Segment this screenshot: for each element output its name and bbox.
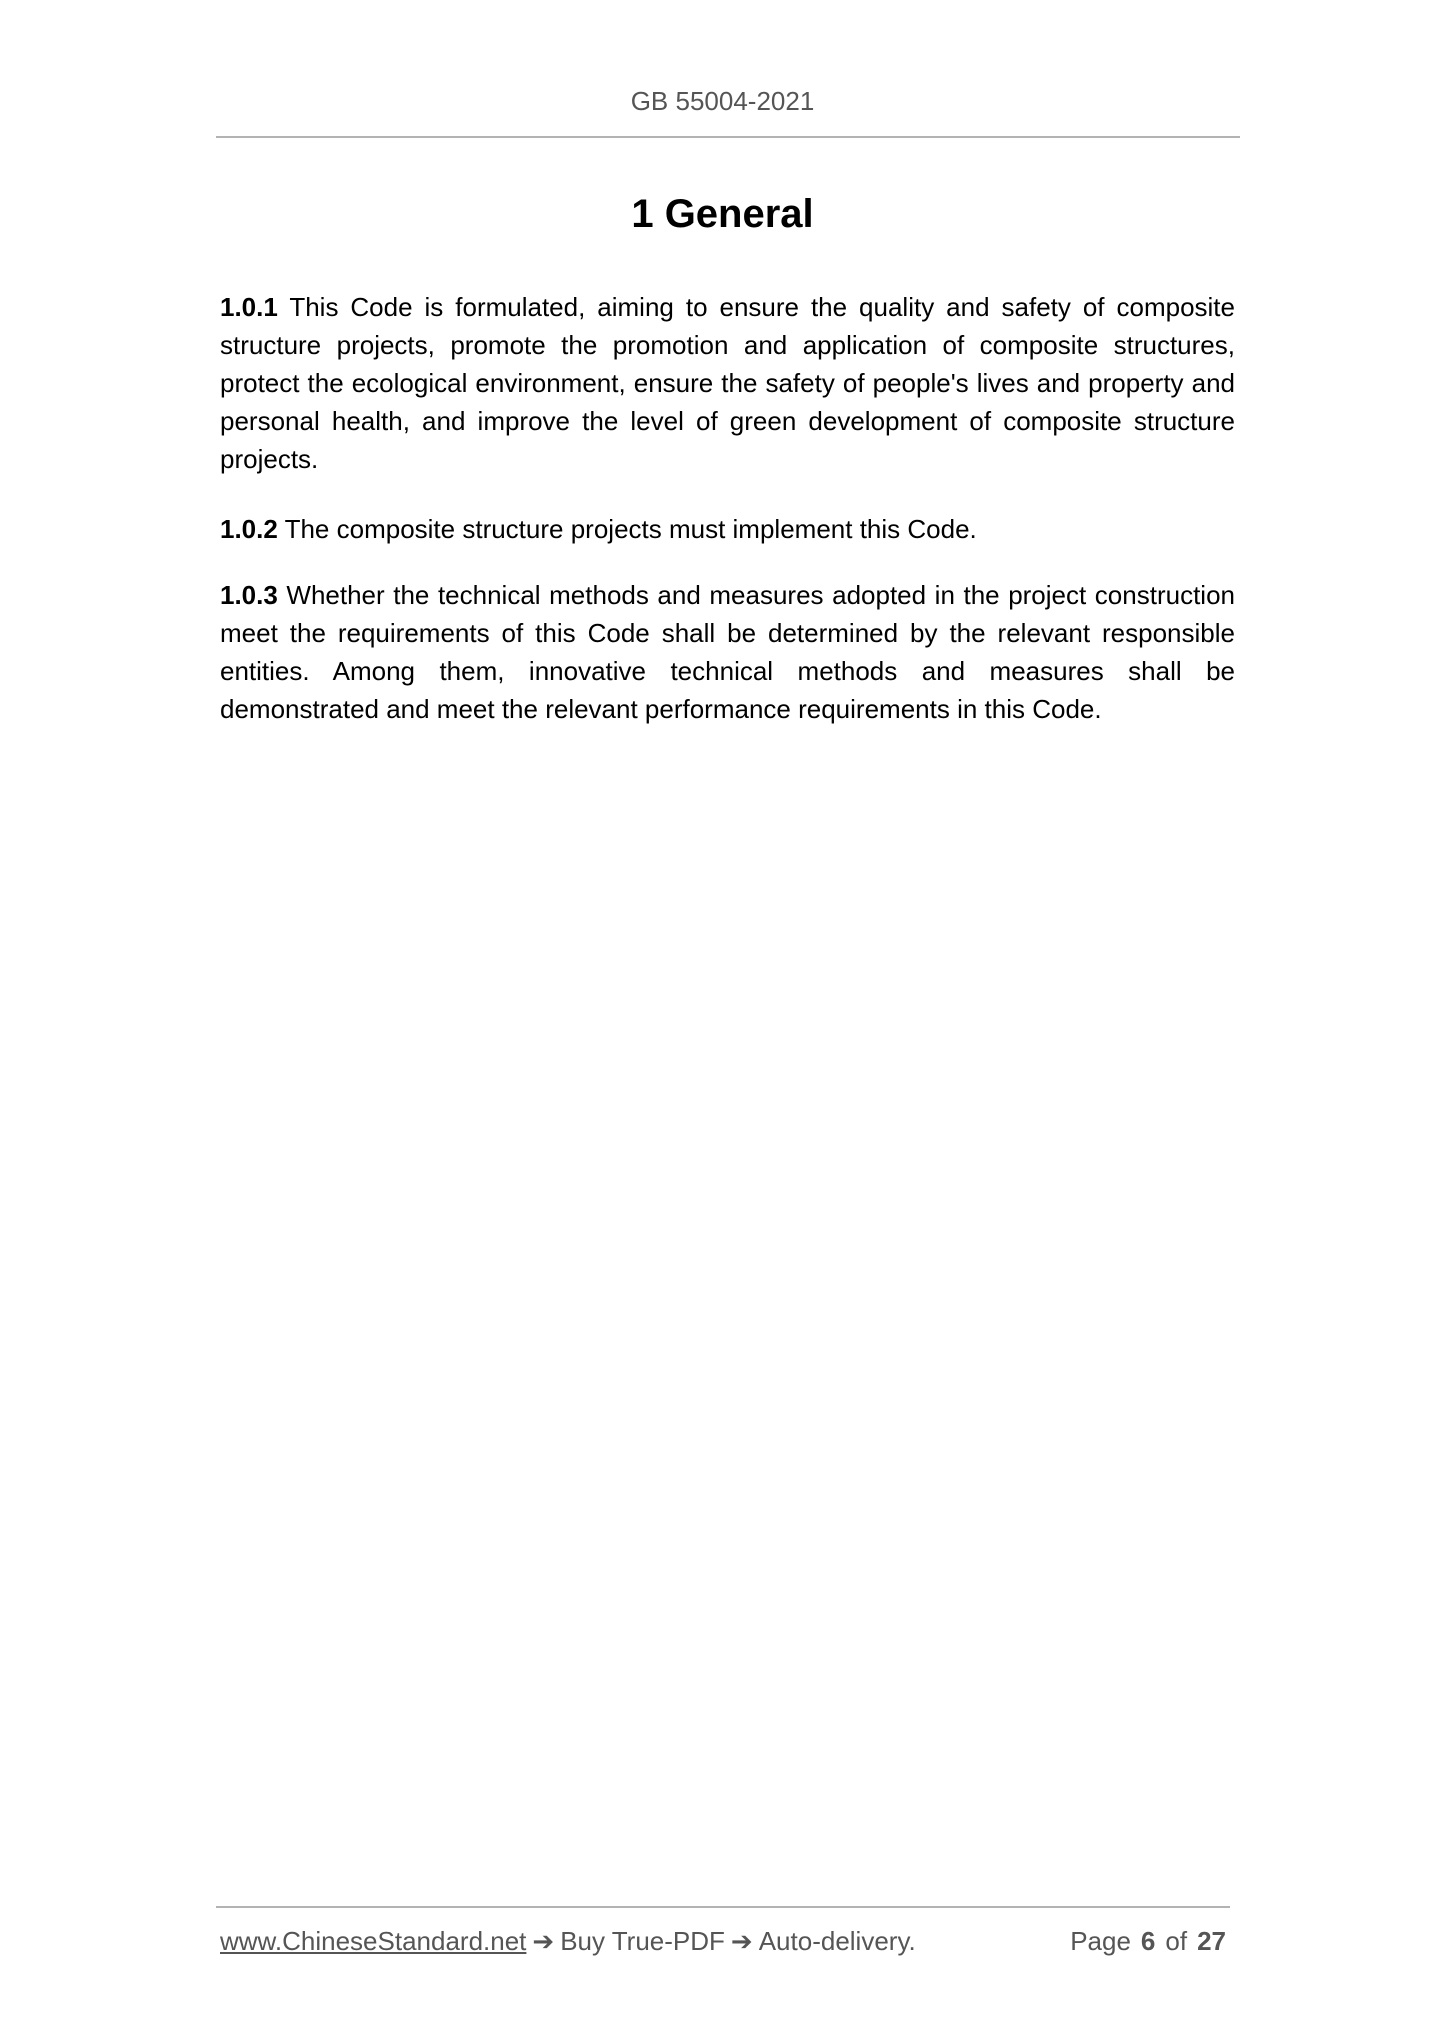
total-pages-number: 27 — [1197, 1926, 1226, 1956]
of-label: of — [1165, 1926, 1188, 1956]
page-footer — [220, 1926, 1230, 1962]
clause-text: Whether the technical methods and measures adopted in the project construction meet the requirements of this Code shall be determined by the relevant responsible entities. Among them, innovative technical methods and measures shall be demonstrated and meet the relevant performance requirements in this Code. — [220, 580, 1235, 724]
clause-number: 1.0.1 — [220, 292, 278, 322]
arrow-right-icon: ➔ — [532, 1926, 555, 1956]
clause-1-0-3 — [220, 576, 1235, 728]
footer-divider — [216, 1906, 1230, 1908]
clause-text: The composite structure projects must implement this Code. — [284, 514, 977, 544]
current-page-number: 6 — [1140, 1926, 1156, 1956]
chapter-title: 1 General — [631, 192, 814, 236]
footer-promo — [220, 1926, 916, 1957]
clause-number: 1.0.3 — [220, 580, 278, 610]
buy-pdf-text: Buy True-PDF — [560, 1926, 725, 1956]
clause-number: 1.0.2 — [220, 514, 278, 544]
header-divider — [216, 136, 1240, 138]
arrow-right-icon: ➔ — [730, 1926, 753, 1956]
page-label: Page — [1070, 1926, 1131, 1956]
auto-delivery-text: Auto-delivery. — [758, 1926, 916, 1956]
clause-1-0-1 — [220, 288, 1235, 478]
website-link[interactable]: www.ChineseStandard.net — [220, 1926, 527, 1956]
clause-text: This Code is formulated, aiming to ensure the quality and safety of composite structure projects, promote the promotion and application of composite structures, protect the ecological environment, ensure the safety of people's lives and property and personal health, and improve the level of green development of composite structure projects. — [220, 292, 1235, 474]
clause-1-0-2 — [220, 510, 1235, 548]
page-counter — [1070, 1926, 1226, 1957]
running-header: GB 55004-2021 — [630, 86, 815, 116]
